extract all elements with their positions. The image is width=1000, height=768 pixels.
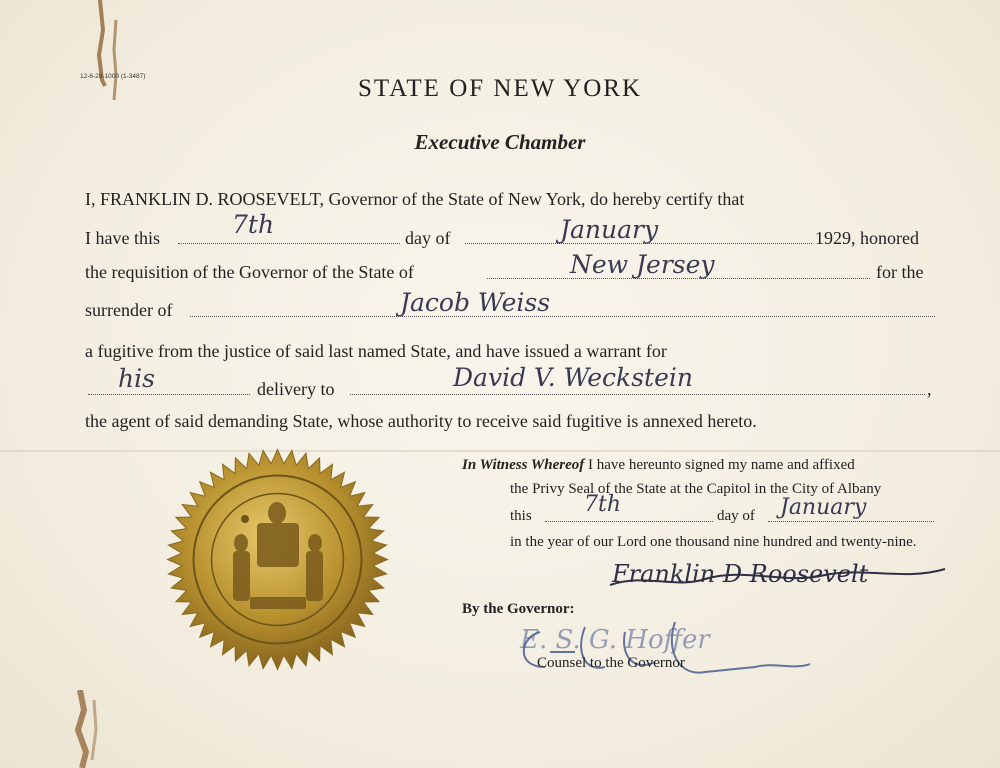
handwritten-state: New Jersey bbox=[570, 250, 715, 279]
document-title: STATE OF NEW YORK bbox=[357, 75, 643, 102]
witness-line-1-rest: I have hereunto signed my name and affixed bbox=[588, 457, 855, 473]
body-line-3-suffix: for the bbox=[876, 262, 924, 282]
blank-fugitive bbox=[190, 316, 935, 317]
body-line-7: the agent of said demanding State, whose authority to receive said fugitive is annexed hereto. bbox=[85, 411, 757, 431]
privy-seal bbox=[165, 447, 390, 672]
form-code: 12-6-28-1000 (1-3487) bbox=[80, 73, 146, 80]
counsel-label: Counsel to the Governor bbox=[537, 655, 685, 671]
witness-line-3-mid: day of bbox=[717, 508, 755, 524]
body-line-2-mid: day of bbox=[405, 228, 451, 248]
handwritten-pronoun: his bbox=[118, 364, 155, 393]
body-line-2-prefix: I have this bbox=[85, 228, 160, 248]
body-line-6-suffix: , bbox=[927, 379, 932, 399]
body-line-6-mid: delivery to bbox=[257, 379, 335, 399]
paper-fold bbox=[0, 450, 1000, 452]
body-line-3-prefix: the requisition of the Governor of the State of bbox=[85, 262, 414, 282]
handwritten-agent: David V. Weckstein bbox=[453, 363, 693, 392]
witness-blank-day bbox=[545, 521, 713, 522]
witness-handwritten-day: 7th bbox=[584, 492, 622, 517]
witness-line-4: in the year of our Lord one thousand nine hundred and twenty-nine. bbox=[510, 534, 917, 550]
body-line-5: a fugitive from the justice of said last named State, and have issued a warrant for bbox=[85, 341, 667, 361]
rust-stain-bottom bbox=[66, 690, 106, 768]
counsel-signature: E. S. G. Hoffer bbox=[520, 625, 710, 655]
by-the-governor: By the Governor: bbox=[462, 601, 575, 617]
handwritten-month: January bbox=[560, 215, 659, 244]
blank-agent bbox=[350, 394, 925, 395]
document-subtitle: Executive Chamber bbox=[414, 130, 586, 154]
witness-line-2: the Privy Seal of the State at the Capitol in the City of Albany bbox=[510, 481, 882, 497]
witness-blank-month bbox=[768, 521, 934, 522]
handwritten-day: 7th bbox=[232, 210, 275, 239]
handwritten-fugitive: Jacob Weiss bbox=[400, 288, 551, 317]
body-line-2-suffix: 1929, honored bbox=[815, 228, 919, 248]
body-line-1: I, FRANKLIN D. ROOSEVELT, Governor of the State of New York, do hereby certify that bbox=[85, 189, 745, 209]
witness-line-1 bbox=[462, 455, 855, 475]
governor-signature: Franklin D Roosevelt bbox=[612, 560, 869, 588]
body-line-4-prefix: surrender of bbox=[85, 300, 173, 320]
witness-lead: In Witness Whereof bbox=[462, 457, 585, 473]
witness-handwritten-month: January bbox=[780, 495, 867, 520]
blank-pronoun bbox=[88, 394, 250, 395]
blank-day bbox=[178, 243, 400, 244]
witness-line-3-prefix: this bbox=[510, 508, 532, 524]
